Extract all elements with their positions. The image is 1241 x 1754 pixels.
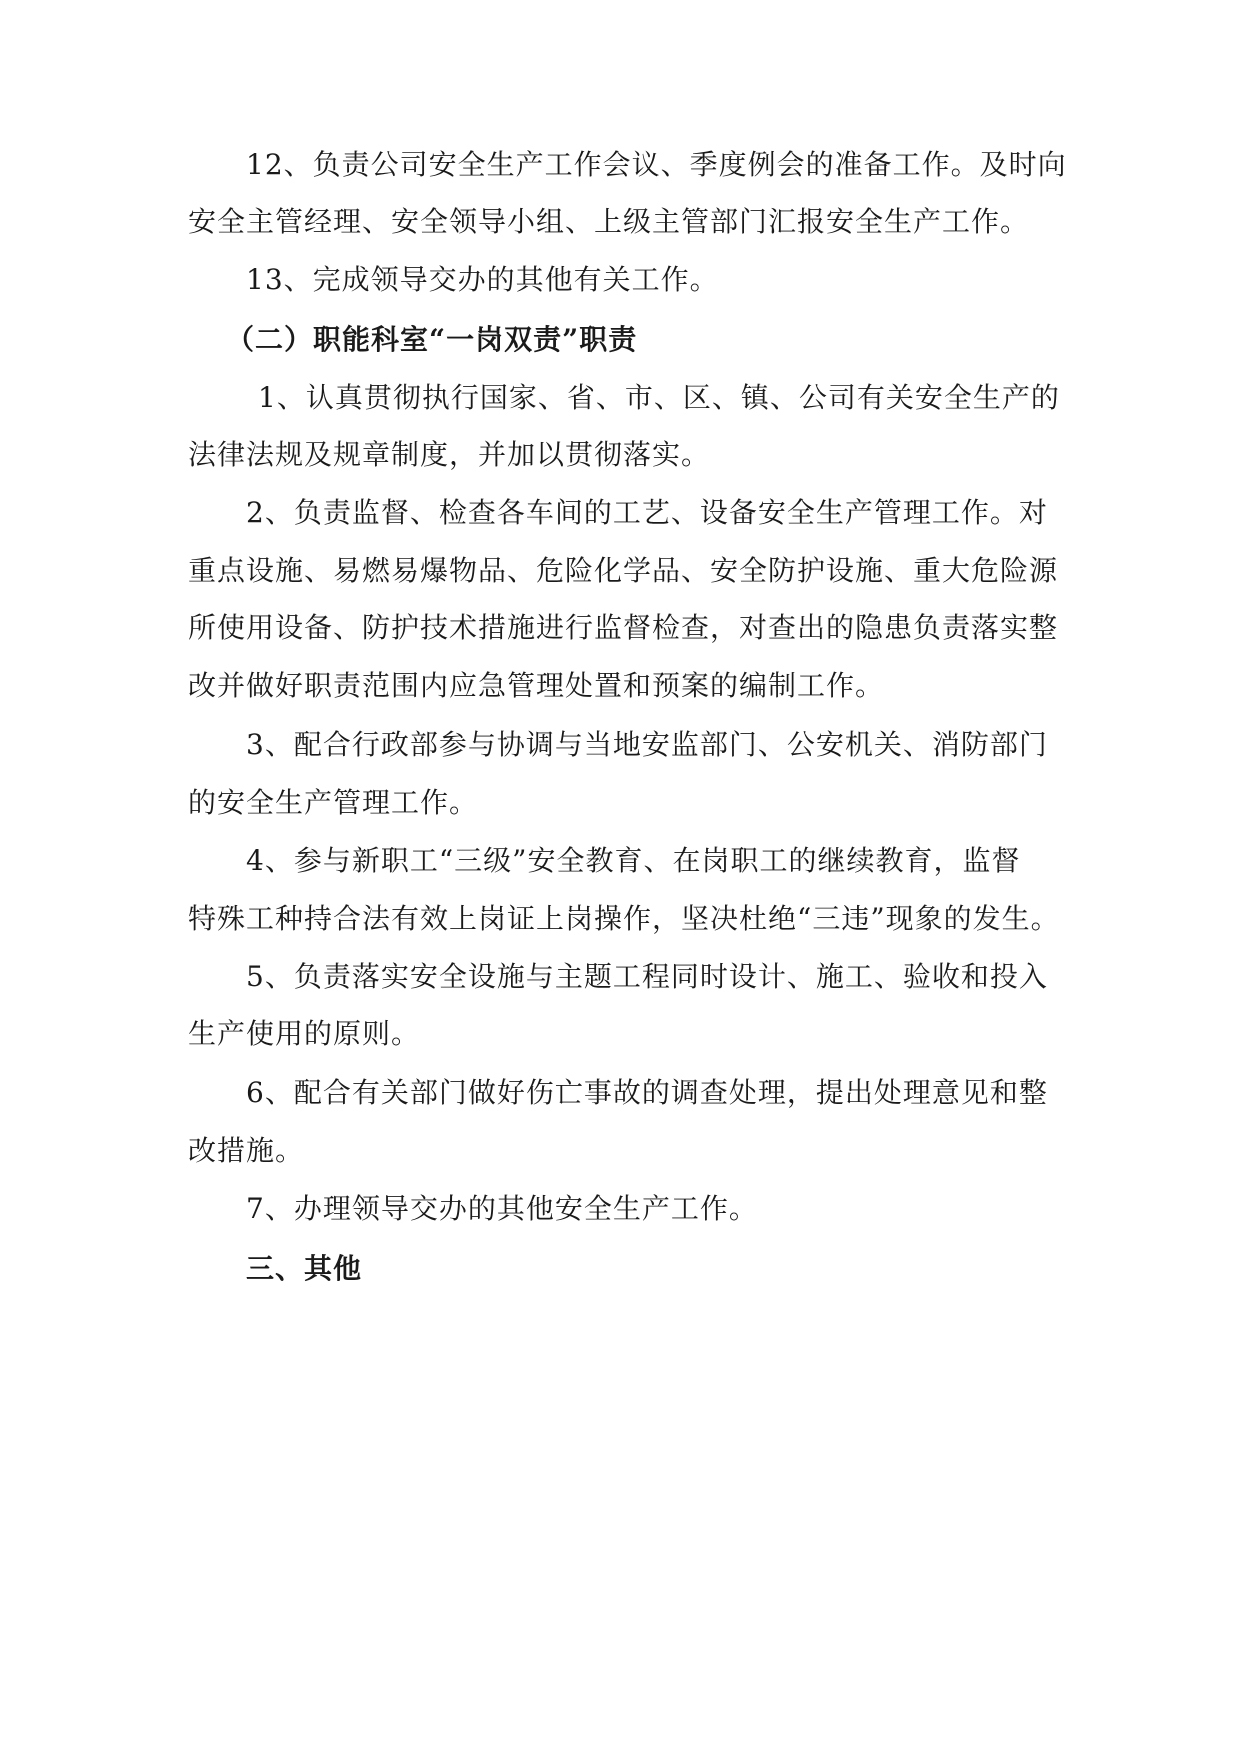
item-13-line-1: 13、完成领导交办的其他有关工作。 bbox=[246, 263, 719, 296]
section2-item-5-line-1: 5、负责落实安全设施与主题工程同时设计、施工、验收和投入 bbox=[246, 960, 1048, 993]
item-12-line-2: 安全主管经理、安全领导小组、上级主管部门汇报安全生产工作。 bbox=[188, 205, 1030, 238]
section2-item-7-line-1: 7、办理领导交办的其他安全生产工作。 bbox=[246, 1192, 758, 1225]
section2-item-5-line-2: 生产使用的原则。 bbox=[188, 1017, 421, 1050]
section-2-heading: （二）职能科室“一岗双责”职责 bbox=[226, 323, 638, 356]
section2-item-6-line-2: 改措施。 bbox=[188, 1134, 305, 1167]
section2-item-4-line-2: 特殊工种持合法有效上岗证上岗操作，坚决杜绝“三违”现象的发生。 bbox=[188, 902, 1060, 935]
section2-item-3-line-1: 3、配合行政部参与协调与当地安监部门、公安机关、消防部门 bbox=[246, 728, 1048, 761]
section2-item-3-line-2: 的安全生产管理工作。 bbox=[188, 786, 479, 819]
section2-item-2-line-1: 2、负责监督、检查各车间的工艺、设备安全生产管理工作。对 bbox=[246, 496, 1048, 529]
item-12-line-1: 12、负责公司安全生产工作会议、季度例会的准备工作。及时向 bbox=[246, 148, 1067, 181]
section2-item-2-line-2: 重点设施、易燃易爆物品、危险化学品、安全防护设施、重大危险源 bbox=[188, 554, 1059, 587]
section2-item-1-line-2: 法律法规及规章制度，并加以贯彻落实。 bbox=[188, 438, 711, 471]
section2-item-2-line-4: 改并做好职责范围内应急管理处置和预案的编制工作。 bbox=[188, 669, 885, 702]
section2-item-2-line-3: 所使用设备、防护技术措施进行监督检查，对查出的隐患负责落实整 bbox=[188, 611, 1059, 644]
section2-item-1-line-1: 1、认真贯彻执行国家、省、市、区、镇、公司有关安全生产的 bbox=[258, 381, 1060, 414]
section2-item-4-line-1: 4、参与新职工“三级”安全教育、在岗职工的继续教育，监督 bbox=[246, 844, 1021, 877]
section-3-heading: 三、其他 bbox=[246, 1252, 363, 1285]
section2-item-6-line-1: 6、配合有关部门做好伤亡事故的调查处理，提出处理意见和整 bbox=[246, 1076, 1048, 1109]
